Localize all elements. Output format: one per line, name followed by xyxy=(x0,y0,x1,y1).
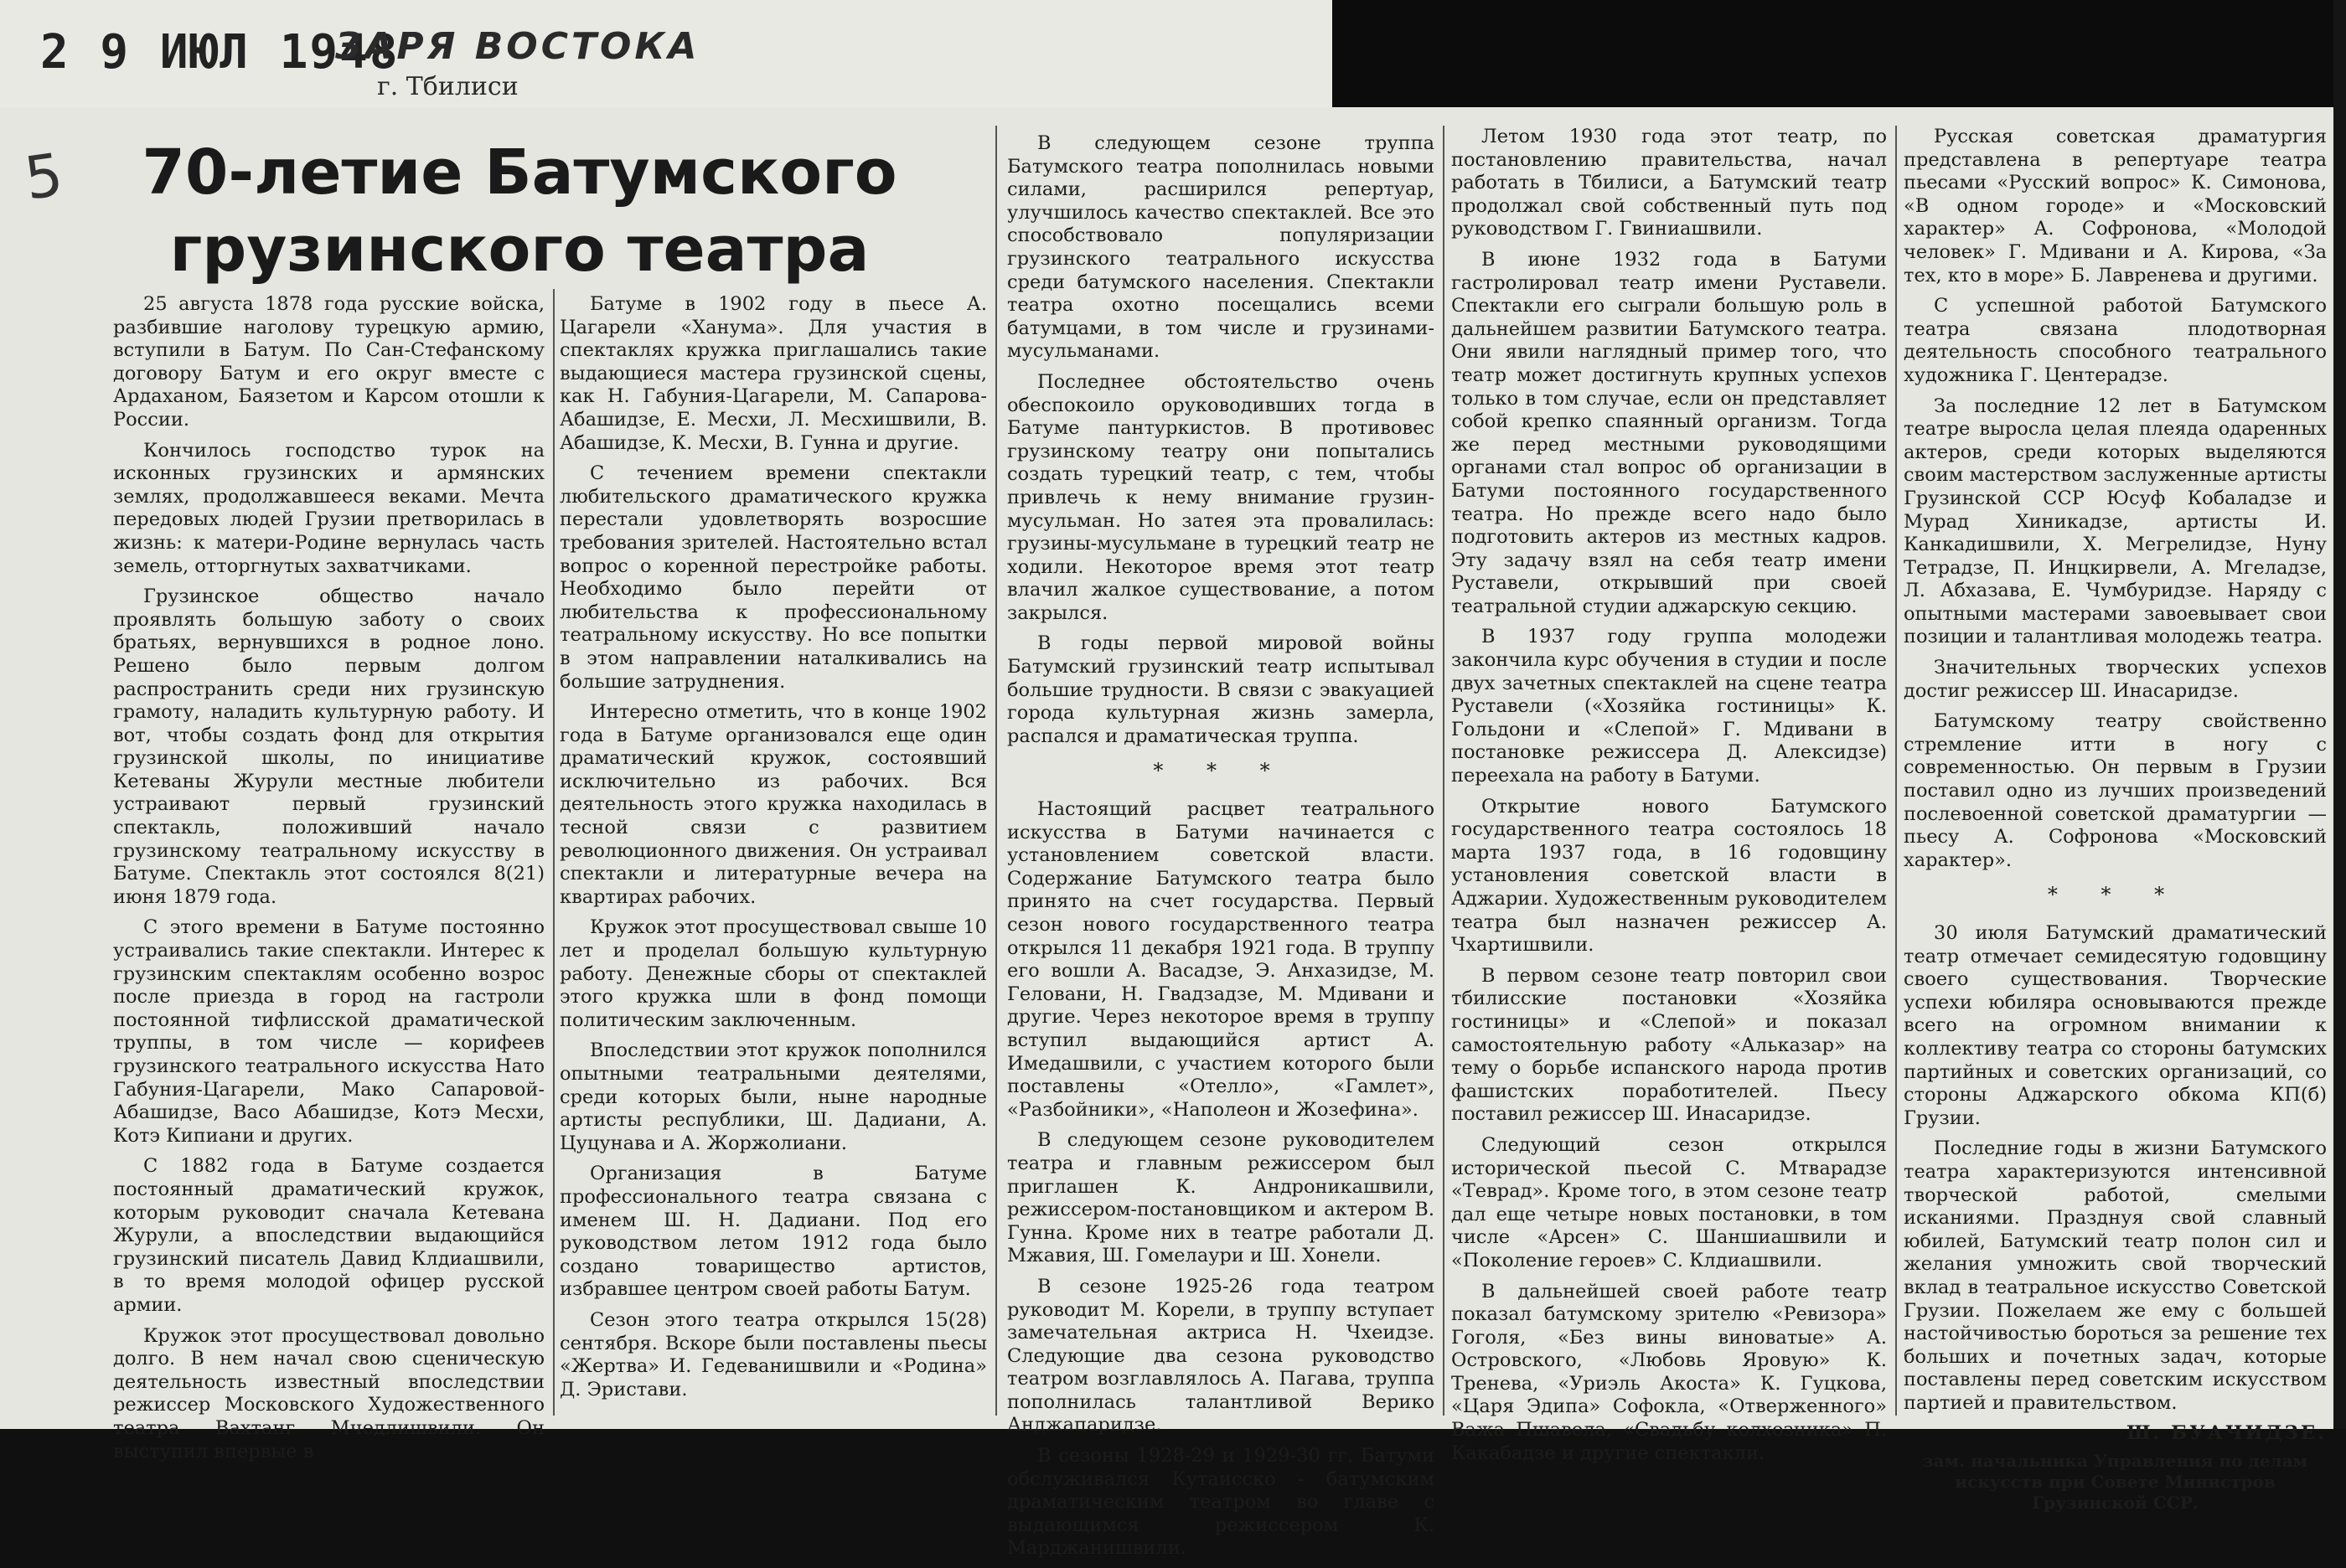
paragraph: Последнее обстоятельство очень обеспокоило оруководивших тогда в Батуме пантуркистов. В противовес грузинскому театру они попытались создать турецкий театр, с тем, чтобы привлечь к нему внимание грузин-мусульман. Но затея эта провалилась: грузины-мусульмане в турецкий театр не ходили. Некоторое время этот театр влачил жалкое существование, а потом закрылся. xyxy=(1007,370,1434,624)
paragraph: Летом 1930 года этот театр, по постановлению правительства, начал работать в Тбилиси, а Батумский театр продолжал свой собственный путь под руководством Г. Гвиниашвили. xyxy=(1451,126,1887,240)
paragraph: Следующий сезон открылся исторической пьесой С. Мтварадзе «Теврад». Кроме того, в этом сезоне театр дал еще четыре новых постановки, в том числе «Арсен» С. Шаншиашвили и «Поколение героев» С. Клдиашвили. xyxy=(1451,1133,1887,1271)
headline-line-2: грузинского театра xyxy=(169,214,870,286)
handwritten-mark: 5 xyxy=(20,140,68,214)
paragraph: В следующем сезоне труппа Батумского театра пополнилась новыми силами, расширился репертуар, улучшилось качество спектаклей. Все это способствовало популяризации грузинского театрального искусства среди батумского населения. Спектакли театра охотно посещались всеми батумцами, в том числе и грузинами-мусульманами. xyxy=(1007,132,1434,363)
paragraph: В сезоне 1925-26 года театром руководит М. Корели, в труппу вступает замечательная актриса Н. Чхеидзе. Следующие два сезона руководство театром возглавлялось А. Пагава, труппа пополнилась талантливой Верико Анджапаридзе. xyxy=(1007,1275,1434,1436)
paragraph: Интересно отметить, что в конце 1902 года в Батуме организовался еще один драматический кружок, состоявший исключительно из рабочих. Вся деятельность этого кружка находилась в тесной связи с развитием революционного движения. Он устраивал спектакли и литературные вечера на квартирах рабочих. xyxy=(560,701,987,908)
paragraph: В следующем сезоне руководителем театра и главным режиссером был приглашен К. Андроникашвили, режиссером-постановщиком и актером В. Гунна. Кроме них в театре работали Д. Мжавия, Ш. Гомелаури и Ш. Хонели. xyxy=(1007,1129,1434,1267)
paragraph: С течением времени спектакли любительского драматического кружка перестали удовлетворять возросшие требования зрителей. Настоятельно встал вопрос о коренной перестройке работы. Необходимо было перейти от любительства к профессиональному театральному искусству. Но все попытки в этом направлении наталкивались на большие затруднения. xyxy=(560,462,987,693)
paragraph: Организация в Батуме профессионального театра связана с именем Ш. Н. Дадиани. Под его руководством летом 1912 года было создано товарищество артистов, избравшее центром своей работы Батум. xyxy=(560,1163,987,1301)
paragraph: С 1882 года в Батуме создается постоянный драматический кружок, которым руководит сначала Кетевана Журули, а впоследствии выдающийся грузинский писатель Давид Клдиашвили, в то время молодой офицер русской армии. xyxy=(113,1155,545,1316)
column-divider xyxy=(1443,126,1444,1416)
author-signature: Ш. БУАЧИДЗЕ. xyxy=(2126,1422,2327,1445)
section-separator: * * * xyxy=(1153,759,1289,783)
stamp-city: г. Тбилиси xyxy=(377,72,519,101)
paragraph: Кружок этот просуществовал свыше 10 лет и проделал большую культурную работу. Денежные сборы от спектаклей этого кружка шли в фонд помощи политическим заключенным. xyxy=(560,916,987,1031)
article-column-4 xyxy=(1451,126,1887,1473)
paragraph: Сезон этого театра открылся 15(28) сентября. Вскоре были поставлены пьесы «Жертва» И. Гедеванишвили и «Родина» Д. Эристави. xyxy=(560,1308,987,1400)
archive-stamp-strip xyxy=(0,0,1332,107)
paragraph: Батумскому театру свойственно стремление итти в ногу с современностью. Он первым в Грузии поставил одно из лучших произведений послевоенной советской драматургии — пьесу А. Софронова «Московский характер». xyxy=(1904,710,2327,871)
paragraph: Кружок этот просуществовал довольно долго. В нем начал свою сценическую деятельность известный впоследствии режиссер Московского Художественного театра Вахтанг Мчедлишвили. Он выступил впервые в xyxy=(113,1324,545,1462)
paragraph: Батуме в 1902 году в пьесе А. Цагарели «Ханума». Для участия в спектаклях кружка приглашались такие выдающиеся мастера грузинской сцены, как Н. Габуния-Цагарели, М. Сапарова-Абашидзе, Е. Месхи, Л. Месхишвили, В. Абашидзе, К. Месхи, В. Гунна и другие. xyxy=(560,293,987,454)
column-divider xyxy=(995,126,997,1416)
stamp-newspaper-name: ЗАРЯ ВОСТОКА xyxy=(335,25,700,68)
paragraph: В годы первой мировой войны Батумский грузинский театр испытывал большие трудности. В связи с эвакуацией города культурная жизнь замерла, распался и драматическая труппа. xyxy=(1007,632,1434,747)
stamp-date: 2 9 ИЮЛ 1948 xyxy=(40,25,400,80)
clipping-edge xyxy=(2333,0,2346,1429)
column-divider xyxy=(553,289,555,1416)
paragraph: С успешной работой Батумского театра связана плодотворная деятельность способного театрального художника Г. Центерадзе. xyxy=(1904,295,2327,386)
paragraph: 25 августа 1878 года русские войска, разбившие наголову турецкую армию, вступили в Батум. По Сан-Стефанскому договору Батум и его округ вместе с Ардаханом, Баязетом и Карсом отошли к России. xyxy=(113,293,545,431)
paragraph: Впоследствии этот кружок пополнился опытными театральными деятелями, среди которых были, ныне народные артисты республики, Ш. Дадиани, А. Цуцунава и А. Жоржолиани. xyxy=(560,1039,987,1154)
paragraph: С этого времени в Батуме постоянно устраивались такие спектакли. Интерес к грузинским спектаклям особенно возрос после приезда в город на гастроли постоянной тифлисской драматической труппы, в том числе — корифеев грузинского театрального искусства Нато Габуния-Цагарели, Мако Сапаровой-Абашидзе, Васо Абашидзе, Котэ Месхи, Котэ Кипиани и других. xyxy=(113,916,545,1147)
section-separator: * * * xyxy=(2047,883,2183,907)
paragraph: Грузинское общество начало проявлять большую заботу о своих братьях, вернувшихся в родное лоно. Решено было первым долгом распространить среди них грузинскую грамоту, наладить культурную работу. И вот, чтобы создать фонд для открытия грузинской школы, по инициативе Кетеваны Журули местные любители устраивают первый грузинский спектакль, положивший начало грузинскому театральному искусству в Батуме. Спектакль этот состоялся 8(21) июня 1879 года. xyxy=(113,585,545,908)
background-dark xyxy=(1332,0,2346,107)
paragraph: Кончилось господство турок на исконных грузинских и армянских землях, продолжавшееся веками. Мечта передовых людей Грузии претворилась в жизнь: к матери-Родине вернулась часть земель, отторгнутых захватчиками. xyxy=(113,439,545,577)
article-column-1 xyxy=(113,293,545,1471)
paragraph: Русская советская драматургия представлена в репертуаре театра пьесами «Русский вопрос» К. Симонова, «В одном городе» и «Московский характер» А. Софронова, «Молодой человек» Г. Мдивани и А. Кирова, «За тех, кто в море» Б. Лавренева и другими. xyxy=(1904,126,2327,286)
paragraph: В дальнейшей своей работе театр показал батумскому зрителю «Ревизора» Гоголя, «Без вины виноватые» А. Островского, «Любовь Яровую» К. Тренева, «Уриэль Акоста» К. Гуцкова, «Царя Эдипа» Софокла, «Отверженного» Важа Пшавела, «Свадьбу колхозника» П. Какабадзе и другие спектакли. xyxy=(1451,1280,1887,1464)
paragraph: За последние 12 лет в Батумском театре выросла целая плеяда одаренных актеров, среди которых выделяются своим мастерством заслуженные артисты Грузинской ССР Юсуф Кобаладзе и Мурад Хиникадзе, артисты И. Канкадишвили, Х. Мегрелидзе, Нуну Тетрадзе, П. Инцкирвели, А. Мгеладзе, Л. Абхазава, Е. Чумбуридзе. Наряду с опытными мастерами завоевывает свои позиции и талантливая молодежь театра. xyxy=(1904,395,2327,648)
paragraph: В первом сезоне театр повторил свои тбилисские постановки «Хозяйка гостиницы» и «Слепой» и показал самостоятельную работу «Альказар» на тему о борьбе испанского народа против фашистских поработителей. Пьесу поставил режиссер Ш. Инасаридзе. xyxy=(1451,964,1887,1126)
paragraph: Настоящий расцвет театрального искусства в Батуми начинается с установлением советской власти. Содержание Батумского театра было принято на счет государства. Первый сезон нового государственного театра открылся 11 декабря 1921 года. В труппу его вошли А. Васадзе, Э. Анхазидзе, М. Геловани, Н. Гвадзадзе, М. Мдивани и другие. Через некоторое время в труппу вступил выдающийся артист А. Имедашвили, с участием которого были поставлены «Отелло», «Гамлет», «Разбойники», «Наполеон и Жозефина». xyxy=(1007,798,1434,1121)
paragraph: Открытие нового Батумского государственного театра состоялось 18 марта 1937 года, в 16 годовщину установления советской власти в Аджарии. Художественным руководителем театра был назначен режиссер А. Чхартишвили. xyxy=(1451,795,1887,957)
article-column-2 xyxy=(560,293,987,1409)
article-headline xyxy=(101,134,938,288)
paragraph: Значительных творческих успехов достиг режиссер Ш. Инасаридзе. xyxy=(1904,657,2327,702)
article-column-5 xyxy=(1904,126,2327,1514)
headline-line-1: 70-летие Батумского xyxy=(142,137,897,209)
paragraph: В 1937 году группа молодежи закончила курс обучения в студии и после двух зачетных спектаклей на сцене театра Руставели («Хозяйка гостиницы» К. Гольдони и «Слепой» Г. Мдивани в постановке режиссера Д. Алексидзе) переехала на работу в Батуми. xyxy=(1451,626,1887,787)
paragraph: 30 июля Батумский драматический театр отмечает семидесятую годовщину своего существования. Творческие успехи юбиляра основываются прежде всего на огромном внимании к коллективу театра со стороны батумских партийных и советских организаций, со стороны Аджарского обкома КП(б) Грузии. xyxy=(1904,922,2327,1129)
paragraph: В июне 1932 года в Батуми гастролировал театр имени Руставели. Спектакли его сыграли большую роль в дальнейшем развитии Батумского театра. Они явили наглядный пример того, что театр может достигнуть крупных успехов только в том случае, если он представляет собой крепко спаянный организм. Тогда же перед местными руководящими органами стал вопрос об организации в Батуми постоянного государственного театра. Но прежде всего надо было подготовить актеров из местных кадров. Эту задачу взял на себя театр имени Руставели, открывший при своей театральной студии аджарскую секцию. xyxy=(1451,248,1887,617)
paragraph: Последние годы в жизни Батумского театра характеризуются интенсивной творческой работой, смелыми исканиями. Празднуя свой славный юбилей, Батумский театр полон сил и желания умножить свой творческий вклад в театральное искусство Советской Грузии. Пожелаем же ему с большей настойчивостью бороться за решение тех больших и почетных задач, которые поставлены перед советским искусством партией и правительством. xyxy=(1904,1137,2327,1414)
paragraph: В сезоны 1928-29 и 1929-30 гг. Батуми обслуживался Кутаисско - батумским драматическим театром во главе с выдающимся режиссером К. Марджанишвили. xyxy=(1007,1445,1434,1560)
author-title: зам. начальника Управления по делам искусств при Совете Министров Грузинской ССР. xyxy=(1923,1451,2307,1514)
column-divider xyxy=(1895,126,1897,1416)
article-column-3 xyxy=(1007,132,1434,1568)
